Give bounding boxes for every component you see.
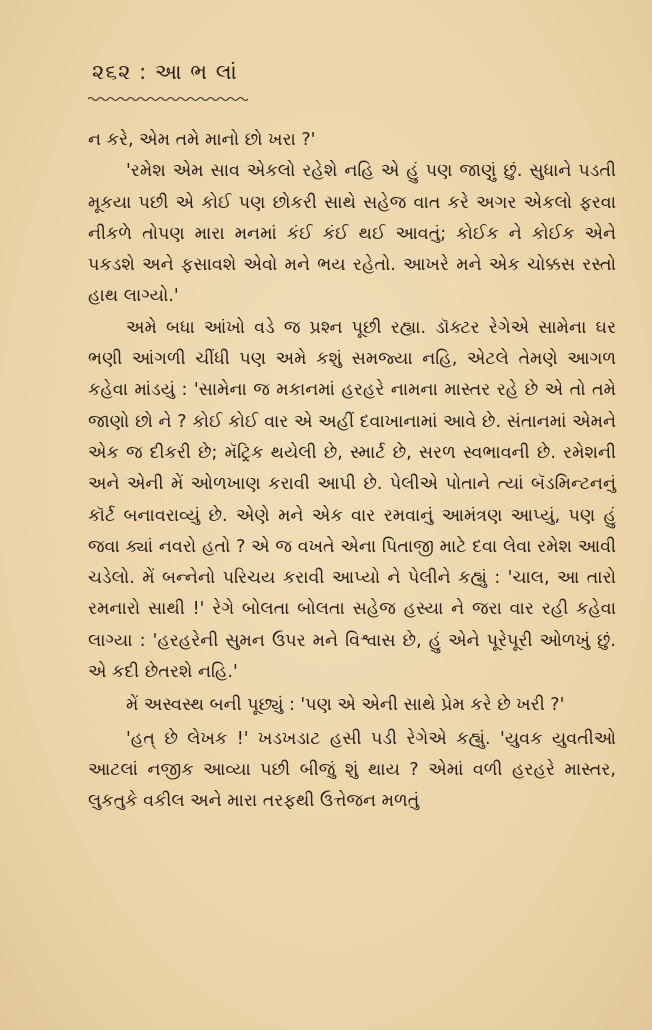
running-head: ૨૬૨ : આ ભ લાં (92, 60, 238, 84)
paragraph: 'હત્ છે લેખક !' ખડખડાટ હસી પડી રેગેએ કહ્યું. 'યુવક યુવતીઓ આટલાં નજીક આવ્યા પછી બીજું શું થાય ? એમાં વળી હરહરે માસ્તર, લુકતુકે વકીલ અને મારા તરફથી ઉત્તેજન મળતું (88, 728, 616, 812)
paragraph: ન કરે, એમ તમે માનો છો ખરા ?' (88, 130, 316, 150)
paragraph: અમે બધા આંખો વડે જ પ્રશ્ન પૂછી રહ્યા. ડૉક્ટર રેગેએ સામેના ઘર ભણી આંગળી ચીંધી પણ અમે કશું સમજ્યા નહિ, એટલે તેમણે આગળ કહેવા માંડયું : 'સામેના જ મકાનમાં હરહરે નામના માસ્તર રહે છે એ તો તમે જાણો છો ને ? કોઈ કોઈ વાર એ અહીં દવાખાનામાં આવે છે. સંતાનમાં એમને એક જ દીકરી છે; મૅટ્રિક થયેલી છે, સ્માર્ટ છે, સરળ સ્વભાવની છે. રમેશની અને એની મેં ઓળખાણ કરાવી આપી છે. પેલીએ પોતાને ત્યાં બૅડમિન્ટનનું કૉર્ટ બનાવરાવ્યું છે. એણે મને એક વાર રમવાનું આમંત્રણ આપ્યું, પણ હું જવા ક્યાં નવરો હતો ? એ જ વખતે એના પિતાજી માટે દવા લેવા રમેશ આવી ચડેલો. મેં બન્નેનો પરિચય કરાવી આપ્યો ને પેલીને કહ્યું : 'ચાલ, આ તારો રમનારો સાથી !' રેગે બોલતા બોલતા સહેજ હસ્યા ને જરા વાર રહી કહેવા લાગ્યા : 'હરહરેની સુમન ઉપર મને વિશ્વાસ છે, હું એને પૂરેપૂરી ઓળખું છું. એ કદી છેતરશે નહિ.' (88, 317, 616, 683)
body-text (88, 125, 616, 818)
paragraph: મેં અસ્વસ્થ બની પૂછ્યું : 'પણ એ એની સાથે પ્રેમ કરે છે ખરી ?' (126, 695, 565, 716)
paragraph: 'રમેશ એમ સાવ એકલો રહેશે નહિ એ હું પણ જાણું છું. સુધાને પડતી મૂકયા પછી એ કોઈ પણ છોકરી સાથે સહેજ વાત કરે અગર એકલો ફરવા નીકળે તોપણ મારા મનમાં કંઈ કંઈ થઈ આવતું; કોઈક ને કોઈક એને પકડશે અને ફસાવશે એવો મને ભય રહેતો. આખરે મને એક ચોક્કસ રસ્તો હાથ લાગ્યો.' (88, 161, 616, 307)
header-wavy-rule (88, 96, 248, 102)
